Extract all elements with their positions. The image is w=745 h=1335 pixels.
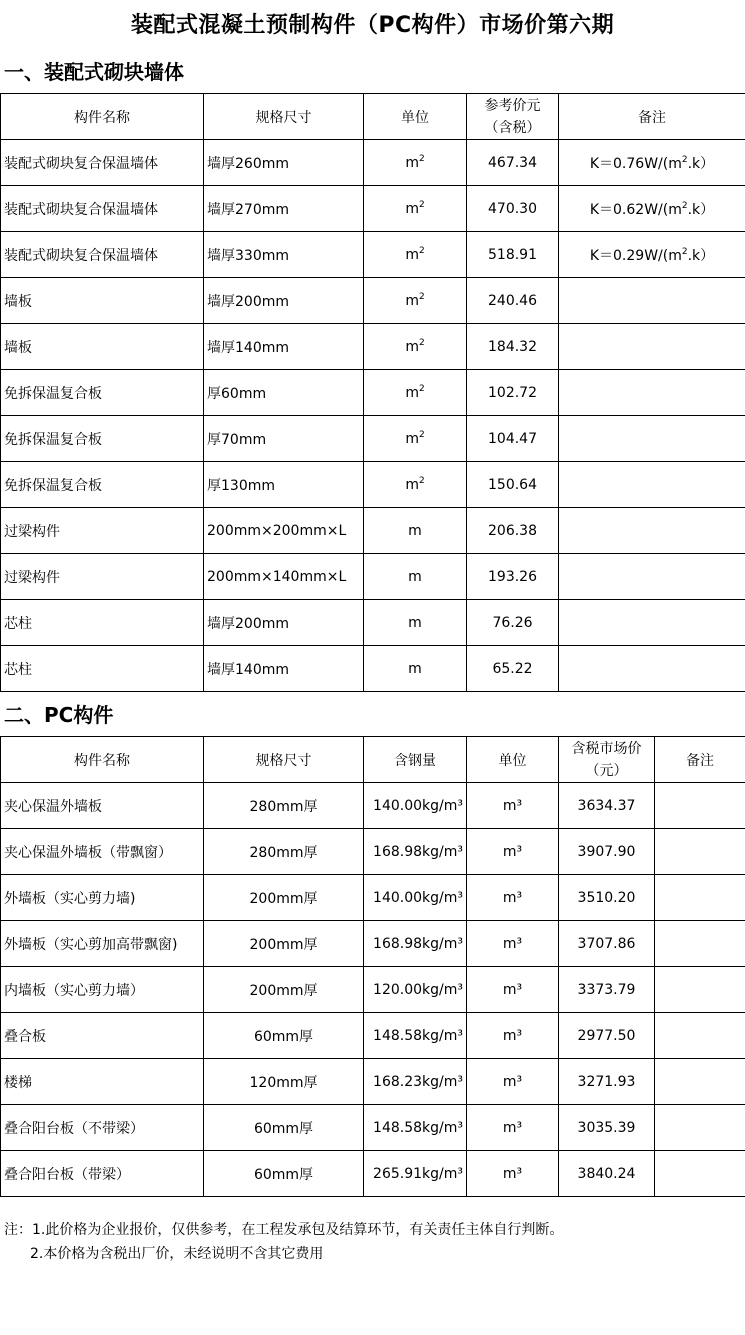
spec-cell: 200mm厚 [204,967,364,1013]
col-header-price-line1: 参考价元 [484,97,541,114]
note-cell [559,554,745,600]
unit-cell [364,508,467,554]
price-cell: 3907.90 [559,829,655,875]
price-cell: 3035.39 [559,1105,655,1151]
table-row [1,783,745,829]
note-cell [559,186,745,232]
steel-content-cell: 140.00kg/m³ [364,783,467,829]
col-header-spec: 规格尺寸 [204,94,364,140]
table-row [1,554,745,600]
wall-block-table [0,93,745,692]
spec-cell: 200mm厚 [204,875,364,921]
steel-content-cell: 168.98kg/m³ [364,921,467,967]
footnote-2: 2.本价格为含税出厂价，未经说明不含其它费用 [30,1246,324,1262]
component-name-cell: 外墙板（实心剪加高带飘窗) [1,921,204,967]
col-header-note: 备注 [559,94,745,140]
unit-exponent: 2 [418,245,425,256]
price-cell: 206.38 [467,508,559,554]
footnote-1: 注：1.此价格为企业报价，仅供参考，在工程发承包及结算环节，有关责任主体自行判断。 [4,1222,564,1238]
price-cell: 240.46 [467,278,559,324]
steel-content-cell: 168.98kg/m³ [364,829,467,875]
page-title: 装配式混凝土预制构件（PC构件）市场价第六期 [130,12,615,38]
unit-cell: m³ [467,967,559,1013]
table-row [1,967,745,1013]
spec-cell: 厚70mm [204,416,364,462]
component-name-cell: 芯柱 [1,646,204,692]
unit-cell [364,278,467,324]
unit-exponent: 2 [418,429,425,440]
unit-base: m [405,200,419,217]
col-header-price-line2: （含税） [484,119,541,136]
note-cell [559,278,745,324]
unit-cell: m³ [467,829,559,875]
price-cell: 518.91 [467,232,559,278]
price-cell: 102.72 [467,370,559,416]
component-name-cell: 夹心保温外墙板（带飘窗） [1,829,204,875]
unit-cell [364,324,467,370]
pc-component-table [0,736,745,1197]
note-cell [559,140,745,186]
note-exponent: 2 [681,246,688,257]
table-row [1,875,745,921]
component-name-cell: 叠合阳台板（带梁） [1,1151,204,1197]
spec-cell: 墙厚140mm [204,646,364,692]
component-name-cell: 免拆保温复合板 [1,370,204,416]
spec-cell: 墙厚260mm [204,140,364,186]
unit-cell [364,416,467,462]
component-name-cell: 外墙板（实心剪力墙) [1,875,204,921]
note-cell [655,1059,745,1105]
unit-base: m [405,154,419,171]
unit-base: m [408,568,422,585]
spec-cell: 60mm厚 [204,1013,364,1059]
spec-cell: 120mm厚 [204,1059,364,1105]
unit-cell [364,554,467,600]
steel-content-cell: 148.58kg/m³ [364,1013,467,1059]
price-cell: 3510.20 [559,875,655,921]
price-cell: 3707.86 [559,921,655,967]
price-cell: 3271.93 [559,1059,655,1105]
price-cell: 467.34 [467,140,559,186]
unit-base: m [405,384,419,401]
note-cell [559,324,745,370]
steel-content-cell: 265.91kg/m³ [364,1151,467,1197]
section2-heading: 二、PC构件 [4,702,114,727]
col-header-price-line1: 含税市场价 [571,740,642,757]
note-cell [559,646,745,692]
table-row [1,278,745,324]
spec-cell: 墙厚270mm [204,186,364,232]
component-name-cell: 装配式砌块复合保温墙体 [1,232,204,278]
unit-cell: m³ [467,921,559,967]
unit-cell: m³ [467,1059,559,1105]
table-row [1,186,745,232]
component-name-cell: 过梁构件 [1,508,204,554]
price-cell: 3840.24 [559,1151,655,1197]
unit-cell: m³ [467,1013,559,1059]
steel-content-cell: 120.00kg/m³ [364,967,467,1013]
note-text-end: .k） [687,247,715,264]
unit-cell [364,232,467,278]
note-text-end: .k） [687,155,715,172]
col-header-spec: 规格尺寸 [204,737,364,783]
unit-exponent: 2 [418,291,425,302]
table-row [1,646,745,692]
spec-cell: 墙厚200mm [204,278,364,324]
table-row [1,829,745,875]
unit-exponent: 2 [418,153,425,164]
note-cell [655,1013,745,1059]
footnotes [4,1218,742,1266]
table-row [1,370,745,416]
steel-content-cell: 148.58kg/m³ [364,1105,467,1151]
unit-cell [364,462,467,508]
table-row [1,1013,745,1059]
col-header-unit: 单位 [364,94,467,140]
unit-base: m [408,614,422,631]
price-cell: 470.30 [467,186,559,232]
unit-cell: m³ [467,1151,559,1197]
note-cell [559,462,745,508]
unit-cell [364,140,467,186]
unit-base: m [408,660,422,677]
spec-cell: 60mm厚 [204,1105,364,1151]
unit-base: m [405,476,419,493]
col-header-unit: 单位 [467,737,559,783]
unit-base: m [408,522,422,539]
col-header-price [467,94,559,140]
table-row [1,324,745,370]
component-name-cell: 装配式砌块复合保温墙体 [1,140,204,186]
note-cell [655,783,745,829]
component-name-cell: 过梁构件 [1,554,204,600]
unit-cell: m³ [467,875,559,921]
table-row [1,1059,745,1105]
table-header-row [1,94,745,140]
note-cell [655,967,745,1013]
note-text: K＝0.62W/(m [589,201,682,218]
table-row [1,600,745,646]
note-cell [559,508,745,554]
component-name-cell: 墙板 [1,278,204,324]
unit-exponent: 2 [418,199,425,210]
unit-base: m [405,292,419,309]
unit-cell [364,646,467,692]
spec-cell: 200mm×140mm×L [204,554,364,600]
unit-cell [364,186,467,232]
unit-exponent: 2 [418,383,425,394]
note-cell [559,232,745,278]
unit-base: m [405,246,419,263]
unit-cell [364,600,467,646]
note-cell [559,416,745,462]
price-cell: 184.32 [467,324,559,370]
note-text: K＝0.29W/(m [589,247,682,264]
note-cell [559,370,745,416]
unit-cell: m³ [467,1105,559,1151]
spec-cell: 200mm×200mm×L [204,508,364,554]
price-cell: 150.64 [467,462,559,508]
spec-cell: 280mm厚 [204,829,364,875]
spec-cell: 200mm厚 [204,921,364,967]
price-cell: 2977.50 [559,1013,655,1059]
price-cell: 104.47 [467,416,559,462]
spec-cell: 厚60mm [204,370,364,416]
component-name-cell: 内墙板（实心剪力墙） [1,967,204,1013]
note-text-end: .k） [687,201,715,218]
table-row [1,921,745,967]
note-cell [655,1151,745,1197]
component-name-cell: 叠合板 [1,1013,204,1059]
steel-content-cell: 140.00kg/m³ [364,875,467,921]
spec-cell: 280mm厚 [204,783,364,829]
spec-cell: 墙厚200mm [204,600,364,646]
table-row [1,508,745,554]
note-cell [559,600,745,646]
unit-base: m [405,430,419,447]
component-name-cell: 夹心保温外墙板 [1,783,204,829]
col-header-name: 构件名称 [1,737,204,783]
unit-cell [364,370,467,416]
note-exponent: 2 [681,154,688,165]
spec-cell: 墙厚330mm [204,232,364,278]
note-cell [655,829,745,875]
component-name-cell: 免拆保温复合板 [1,416,204,462]
note-exponent: 2 [681,200,688,211]
col-header-price [559,737,655,783]
note-cell [655,1105,745,1151]
table-row [1,416,745,462]
col-header-note: 备注 [655,737,745,783]
spec-cell: 厚130mm [204,462,364,508]
unit-base: m [405,338,419,355]
spec-cell: 墙厚140mm [204,324,364,370]
component-name-cell: 楼梯 [1,1059,204,1105]
price-cell: 193.26 [467,554,559,600]
note-cell [655,921,745,967]
component-name-cell: 叠合阳台板（不带梁） [1,1105,204,1151]
table-row [1,140,745,186]
table-row [1,232,745,278]
table-header-row [1,737,745,783]
price-cell: 3373.79 [559,967,655,1013]
table-row [1,1151,745,1197]
unit-exponent: 2 [418,337,425,348]
component-name-cell: 免拆保温复合板 [1,462,204,508]
note-cell [655,875,745,921]
col-header-name: 构件名称 [1,94,204,140]
unit-cell: m³ [467,783,559,829]
table-row [1,1105,745,1151]
note-text: K＝0.76W/(m [589,155,682,172]
component-name-cell: 墙板 [1,324,204,370]
steel-content-cell: 168.23kg/m³ [364,1059,467,1105]
col-header-price-line2: （元） [585,762,628,779]
section1-heading: 一、装配式砌块墙体 [4,59,184,84]
component-name-cell: 装配式砌块复合保温墙体 [1,186,204,232]
col-header-steel: 含钢量 [364,737,467,783]
price-cell: 76.26 [467,600,559,646]
spec-cell: 60mm厚 [204,1151,364,1197]
price-cell: 3634.37 [559,783,655,829]
price-cell: 65.22 [467,646,559,692]
table-row [1,462,745,508]
component-name-cell: 芯柱 [1,600,204,646]
unit-exponent: 2 [418,475,425,486]
